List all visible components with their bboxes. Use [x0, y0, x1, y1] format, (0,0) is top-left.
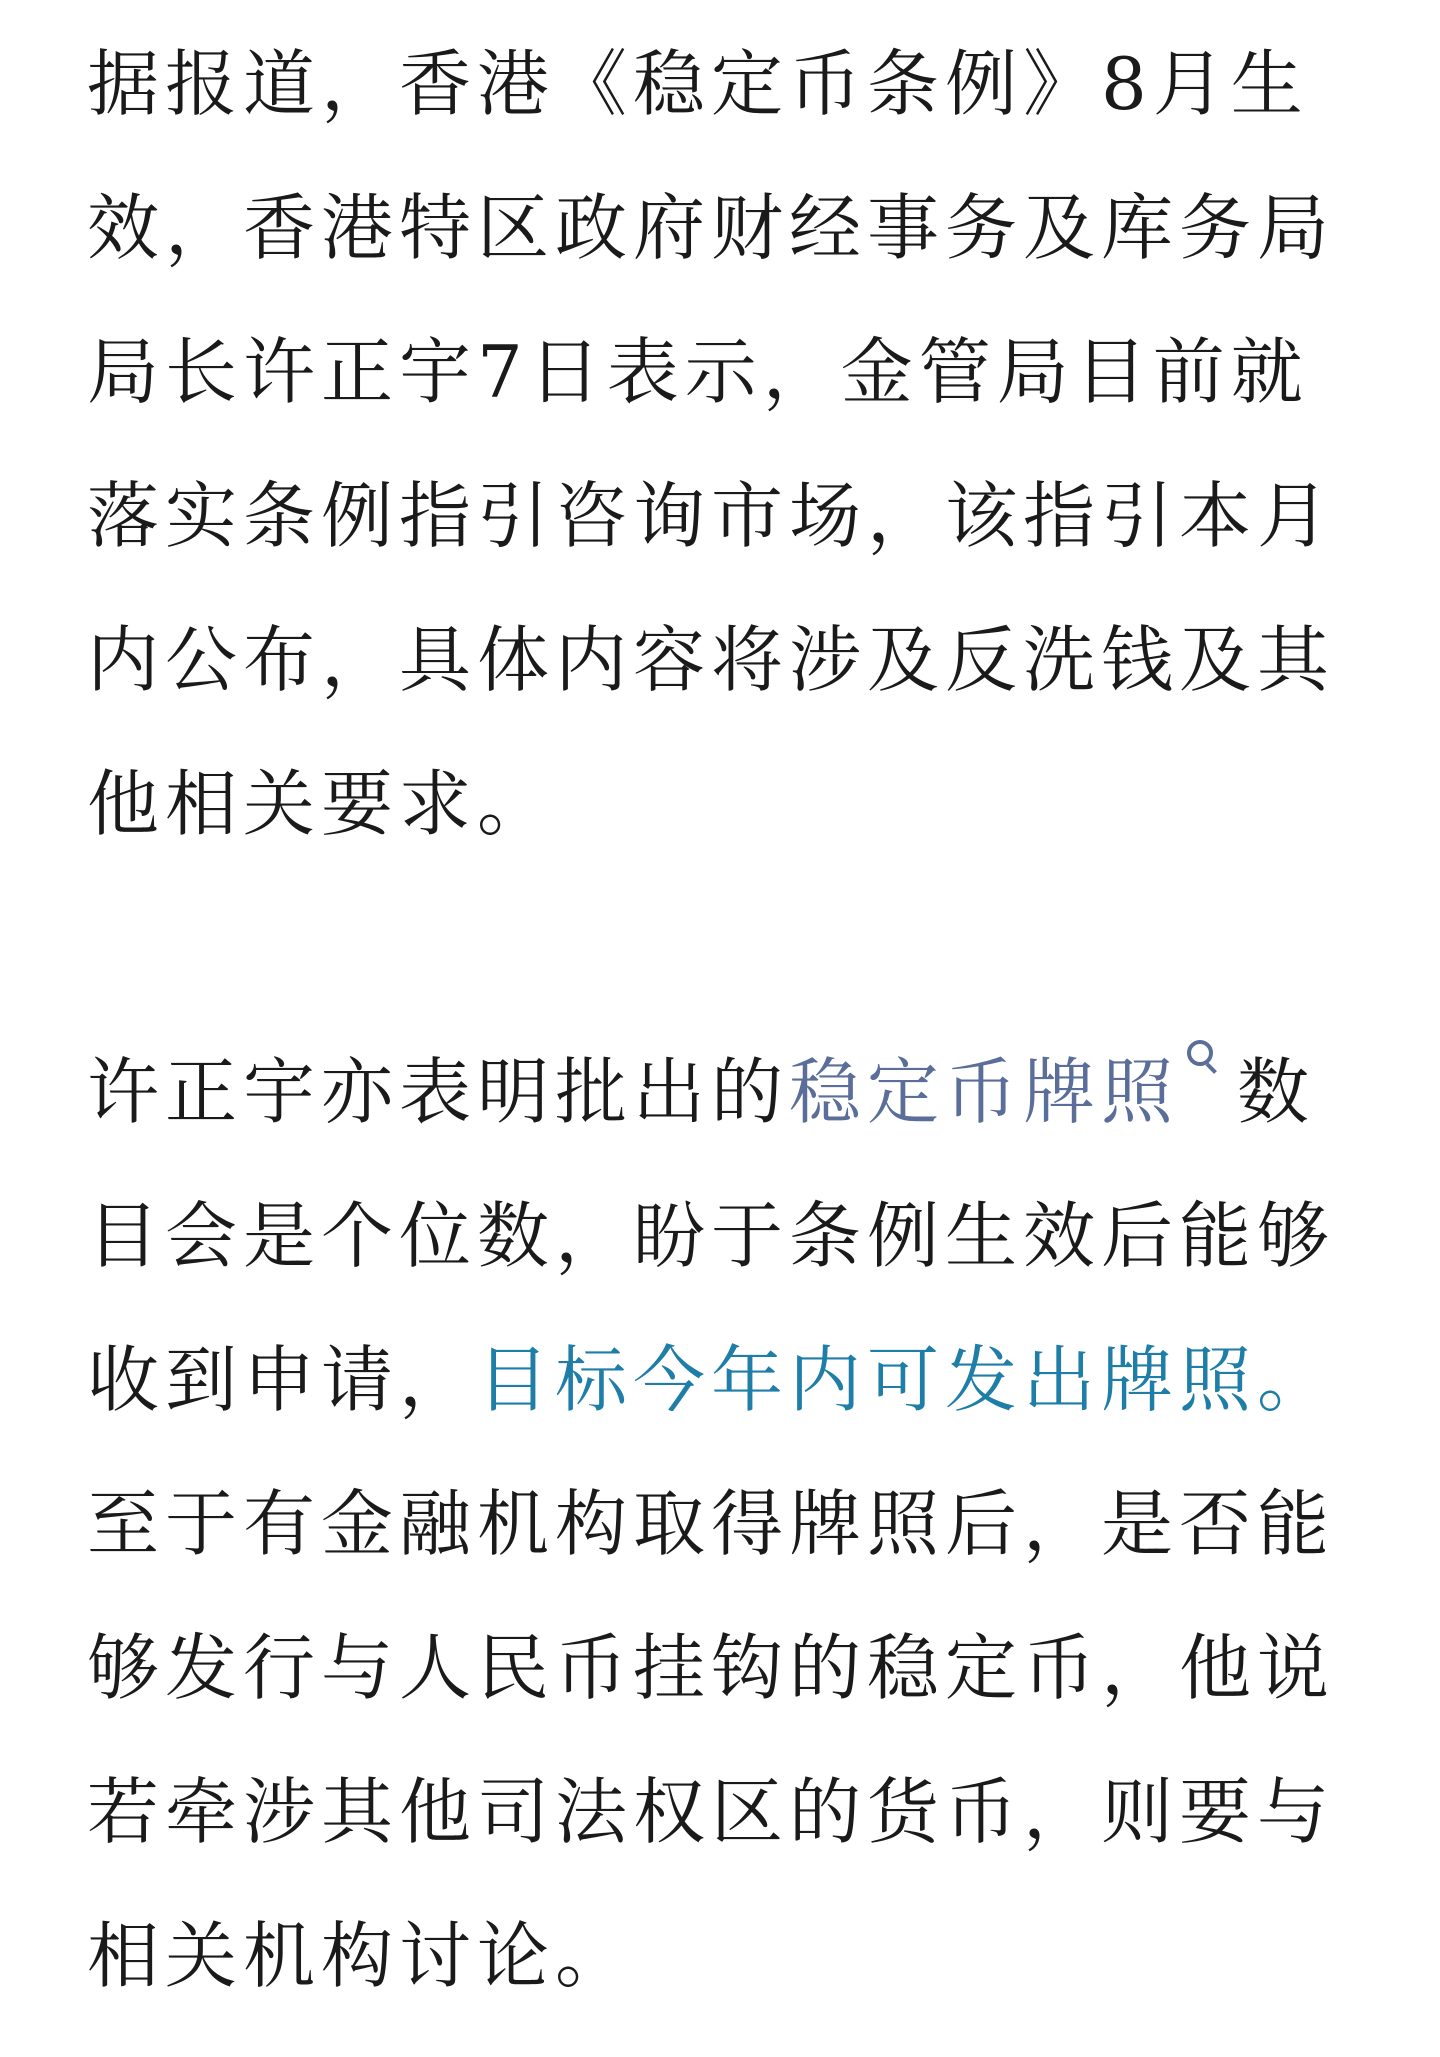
paragraph-1 — [87, 12, 1377, 876]
text-line — [87, 1308, 1377, 1452]
paragraph-2 — [87, 1020, 1377, 2028]
text-segment: 收到申请， — [87, 1338, 478, 1422]
text-line: 目会是个位数，盼于条例生效后能够 — [87, 1194, 1336, 1278]
text-line: 他相关要求。 — [87, 762, 556, 846]
text-line: 相关机构讨论。 — [87, 1914, 634, 1998]
text-line: 够发行与人民币挂钩的稳定币，他说 — [87, 1626, 1336, 1710]
text-line: 局长许正宇7日表示，金管局目前就 — [87, 330, 1309, 414]
text-line — [87, 1020, 1377, 1164]
text-segment: 数 — [1237, 1050, 1316, 1134]
highlighted-text: 目标今年内可发出牌照。 — [477, 1338, 1336, 1422]
text-line: 至于有金融机构取得牌照后，是否能 — [87, 1482, 1336, 1566]
text-segment: 许正宇亦表明批出的 — [87, 1050, 790, 1134]
text-line: 据报道，香港《稳定币条例》8月生 — [87, 42, 1309, 126]
text-line: 效，香港特区政府财经事务及库务局 — [87, 186, 1336, 270]
article-body — [87, 12, 1377, 2028]
search-keyword-text: 稳定币牌照 — [789, 1050, 1180, 1134]
text-line: 内公布，具体内容将涉及反洗钱及其 — [87, 618, 1336, 702]
text-line: 若牵涉其他司法权区的货币，则要与 — [87, 1770, 1336, 1854]
search-keyword-link[interactable] — [789, 1050, 1237, 1134]
search-icon — [1185, 1038, 1219, 1072]
text-line: 落实条例指引咨询市场，该指引本月 — [87, 474, 1336, 558]
